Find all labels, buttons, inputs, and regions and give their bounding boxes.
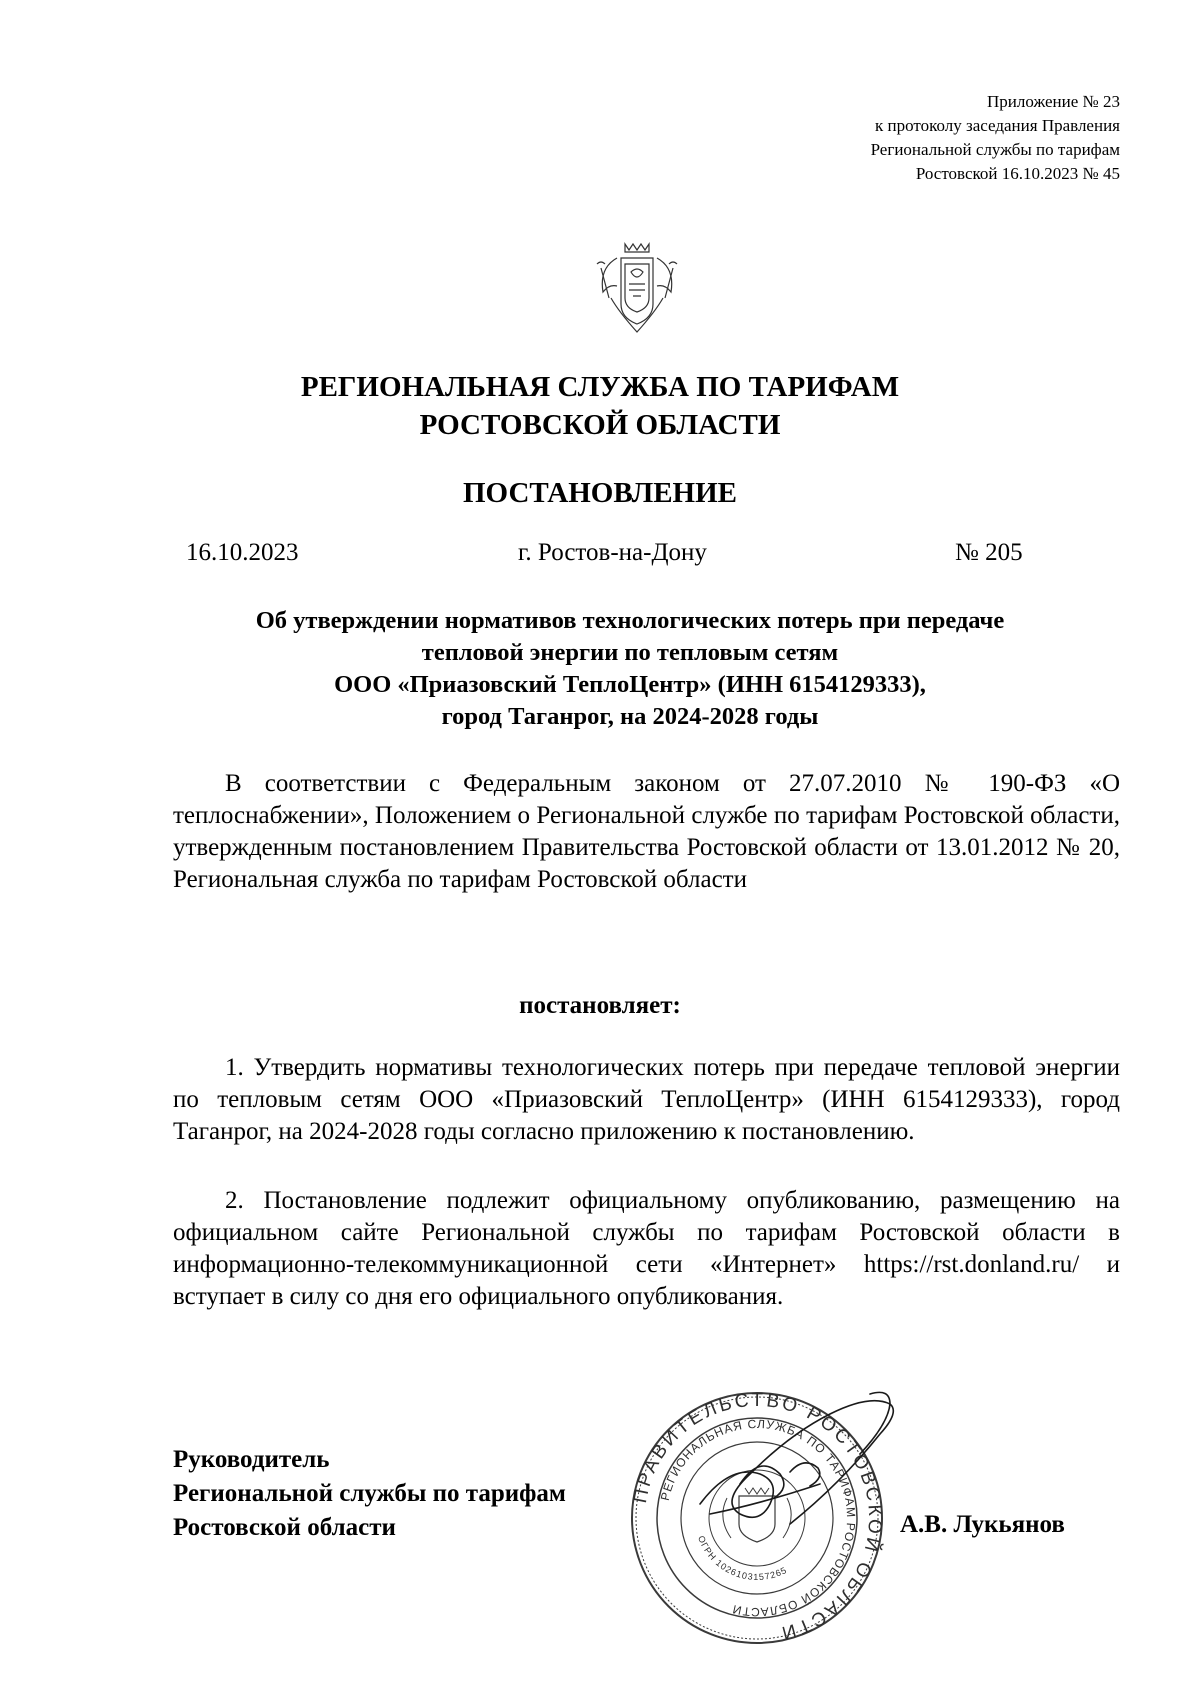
- basis-paragraph: В соответствии с Федеральным законом от 27.07.2010 № 190-ФЗ «О теплоснабжении», Положением о Региональной службе по тарифам Ростовской области, утвержденным постановлением Правительства Ростовской области от 13.01.2012 № 20, Региональная служба по тарифам Ростовской области: [173, 770, 1120, 893]
- annex-line: Региональной службы по тарифам: [870, 140, 1120, 159]
- organization-line: РЕГИОНАЛЬНАЯ СЛУЖБА ПО ТАРИФАМ: [300, 371, 900, 403]
- signatory-role: [173, 1443, 566, 1545]
- signatory-role-line: Региональной службы по тарифам: [173, 1480, 566, 1507]
- document-city: г. Ростов-на-Дону: [518, 539, 707, 566]
- annex-line: к протоколу заседания Правления: [875, 116, 1120, 135]
- resolves-heading: постановляет:: [519, 992, 681, 1019]
- annex-line: Приложение № 23: [987, 92, 1120, 111]
- stamp-inner-text: РЕГИОНАЛЬНАЯ СЛУЖБА ПО ТАРИФАМ РОСТОВСКОЙ ОБЛАСТИ: [657, 1416, 859, 1620]
- signatory-role-line: Ростовской области: [173, 1514, 396, 1541]
- subject-line: город Таганрог, на 2024-2028 годы: [441, 703, 819, 730]
- annex-line: Ростовской 16.10.2023 № 45: [915, 164, 1120, 183]
- signatory-role-line: Руководитель: [173, 1446, 330, 1473]
- document-date: 16.10.2023: [186, 539, 299, 566]
- document-number: № 205: [955, 539, 1023, 566]
- subject-line: Об утверждении нормативов технологических потерь при передаче: [255, 607, 1005, 634]
- annex-block: [700, 90, 1120, 186]
- document-subject: [200, 605, 1060, 733]
- subject-line: ООО «Приазовский ТеплоЦентр» (ИНН 6154129333),: [334, 671, 926, 698]
- coat-of-arms-icon: [587, 238, 687, 338]
- subject-line: тепловой энергии по тепловым сетям: [421, 639, 839, 666]
- stamp-ogrn: ОГРН 1026103157265: [696, 1534, 789, 1583]
- signatory-name: А.В. Лукьянов: [900, 1511, 1065, 1538]
- stamp-outer-text: ПРАВИТЕЛЬСТВО РОСТОВСКОЙ ОБЛАСТИ: [629, 1389, 886, 1644]
- organization-line: РОСТОВСКОЙ ОБЛАСТИ: [419, 409, 781, 441]
- resolution-item: 2. Постановление подлежит официальному опубликованию, размещению на официальном сайте Региональной службы по тарифам Ростовской области в информационно-телекоммуникационной сети «Интернет» https://rst.donland.ru/ и вступает в силу со дня его официального опубликования.: [173, 1187, 1120, 1310]
- document-type: ПОСТАНОВЛЕНИЕ: [462, 477, 737, 509]
- resolution-item: 1. Утвердить нормативы технологических потерь при передаче тепловой энергии по тепловым сетям ООО «Приазовский ТеплоЦентр» (ИНН 6154129333), город Таганрог, на 2024-2028 годы согласно приложению к постановлению.: [173, 1054, 1120, 1145]
- organization-title: [0, 368, 1200, 444]
- handwritten-signature: [680, 1384, 910, 1554]
